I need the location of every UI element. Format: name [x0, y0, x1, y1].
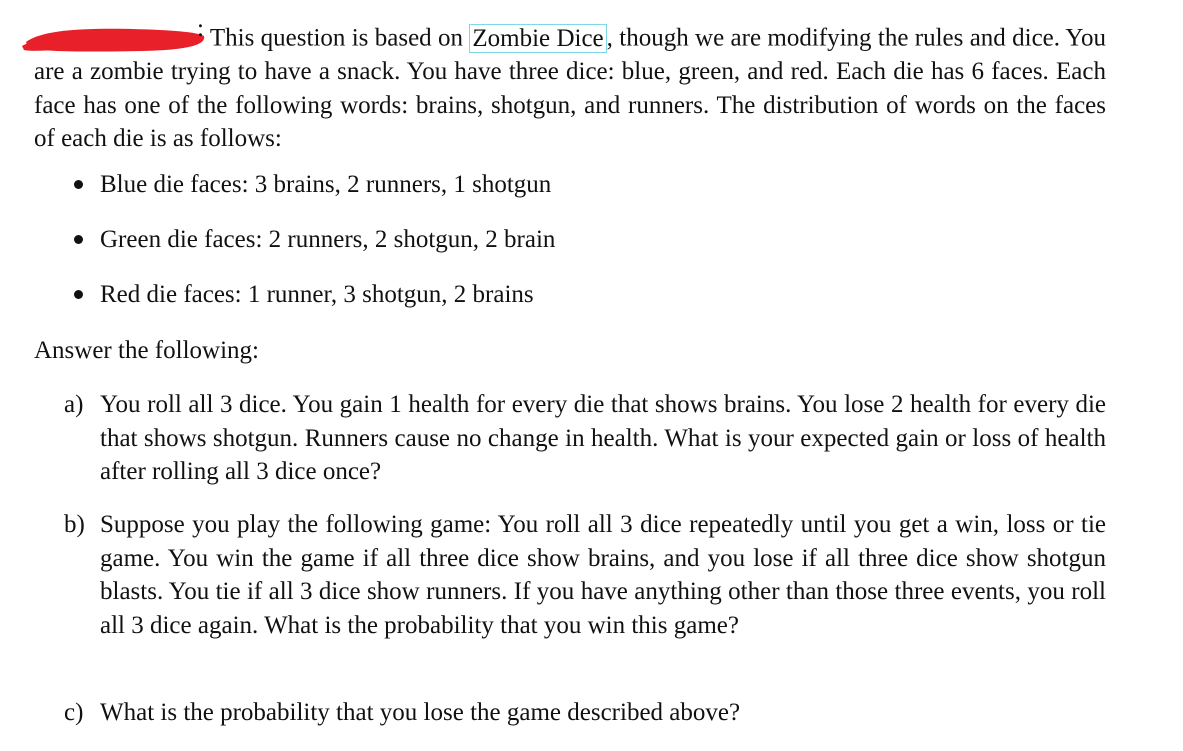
list-item-text: Green die faces: 2 runners, 2 shotgun, 2 brain: [100, 226, 556, 253]
question-c: [64, 696, 1106, 736]
list-item-green-die: [74, 223, 555, 278]
question-a: [64, 388, 1106, 508]
intro-text-after-link: , though we are modifying the rules and dice. You are a zombie trying to have a snack. You have three dice: blue, green, and red. Each die has 6 faces. Each face has one of the following words: brains, shotgun, and runners. The distribution of words on the faces of each die is as follows:: [34, 24, 1106, 152]
list-item-text: Red die faces: 1 runner, 3 shotgun, 2 brains: [100, 281, 534, 308]
dice-faces-list: [74, 168, 555, 333]
intro-lead: :: [197, 15, 204, 42]
question-text: Suppose you play the following game: You roll all 3 dice repeatedly until you get a win, loss or tie game. You win the game if all three dice show brains, and you lose if all three dice show shotgun blasts. You tie if all 3 dice show runners. If you have anything other than those three events, you roll all 3 dice again. What is the probability that you win this game?: [100, 511, 1106, 639]
questions-list: [64, 388, 1106, 736]
intro-text-before-link: This question is based on: [209, 24, 464, 52]
list-item-red-die: [74, 278, 555, 333]
answer-heading: Answer the following:: [34, 337, 259, 364]
question-b: [64, 508, 1106, 696]
question-label: b): [64, 511, 85, 538]
intro-paragraph: [34, 12, 1106, 156]
bullet-dot-icon: [74, 180, 83, 189]
bullet-dot-icon: [74, 235, 83, 244]
list-item-text: Blue die faces: 3 brains, 2 runners, 1 shotgun: [100, 171, 552, 198]
question-label: c): [64, 699, 84, 726]
list-item-blue-die: [74, 168, 555, 223]
bullet-dot-icon: [74, 290, 83, 299]
question-text: You roll all 3 dice. You gain 1 health for every die that shows brains. You lose 2 health for every die that shows shotgun. Runners cause no change in health. What is your expected gain or loss of health after rolling all 3 dice once?: [100, 391, 1106, 485]
question-label: a): [64, 391, 84, 418]
zombie-dice-link[interactable]: Zombie Dice: [469, 24, 606, 53]
question-text: What is the probability that you lose the game described above?: [100, 699, 741, 726]
